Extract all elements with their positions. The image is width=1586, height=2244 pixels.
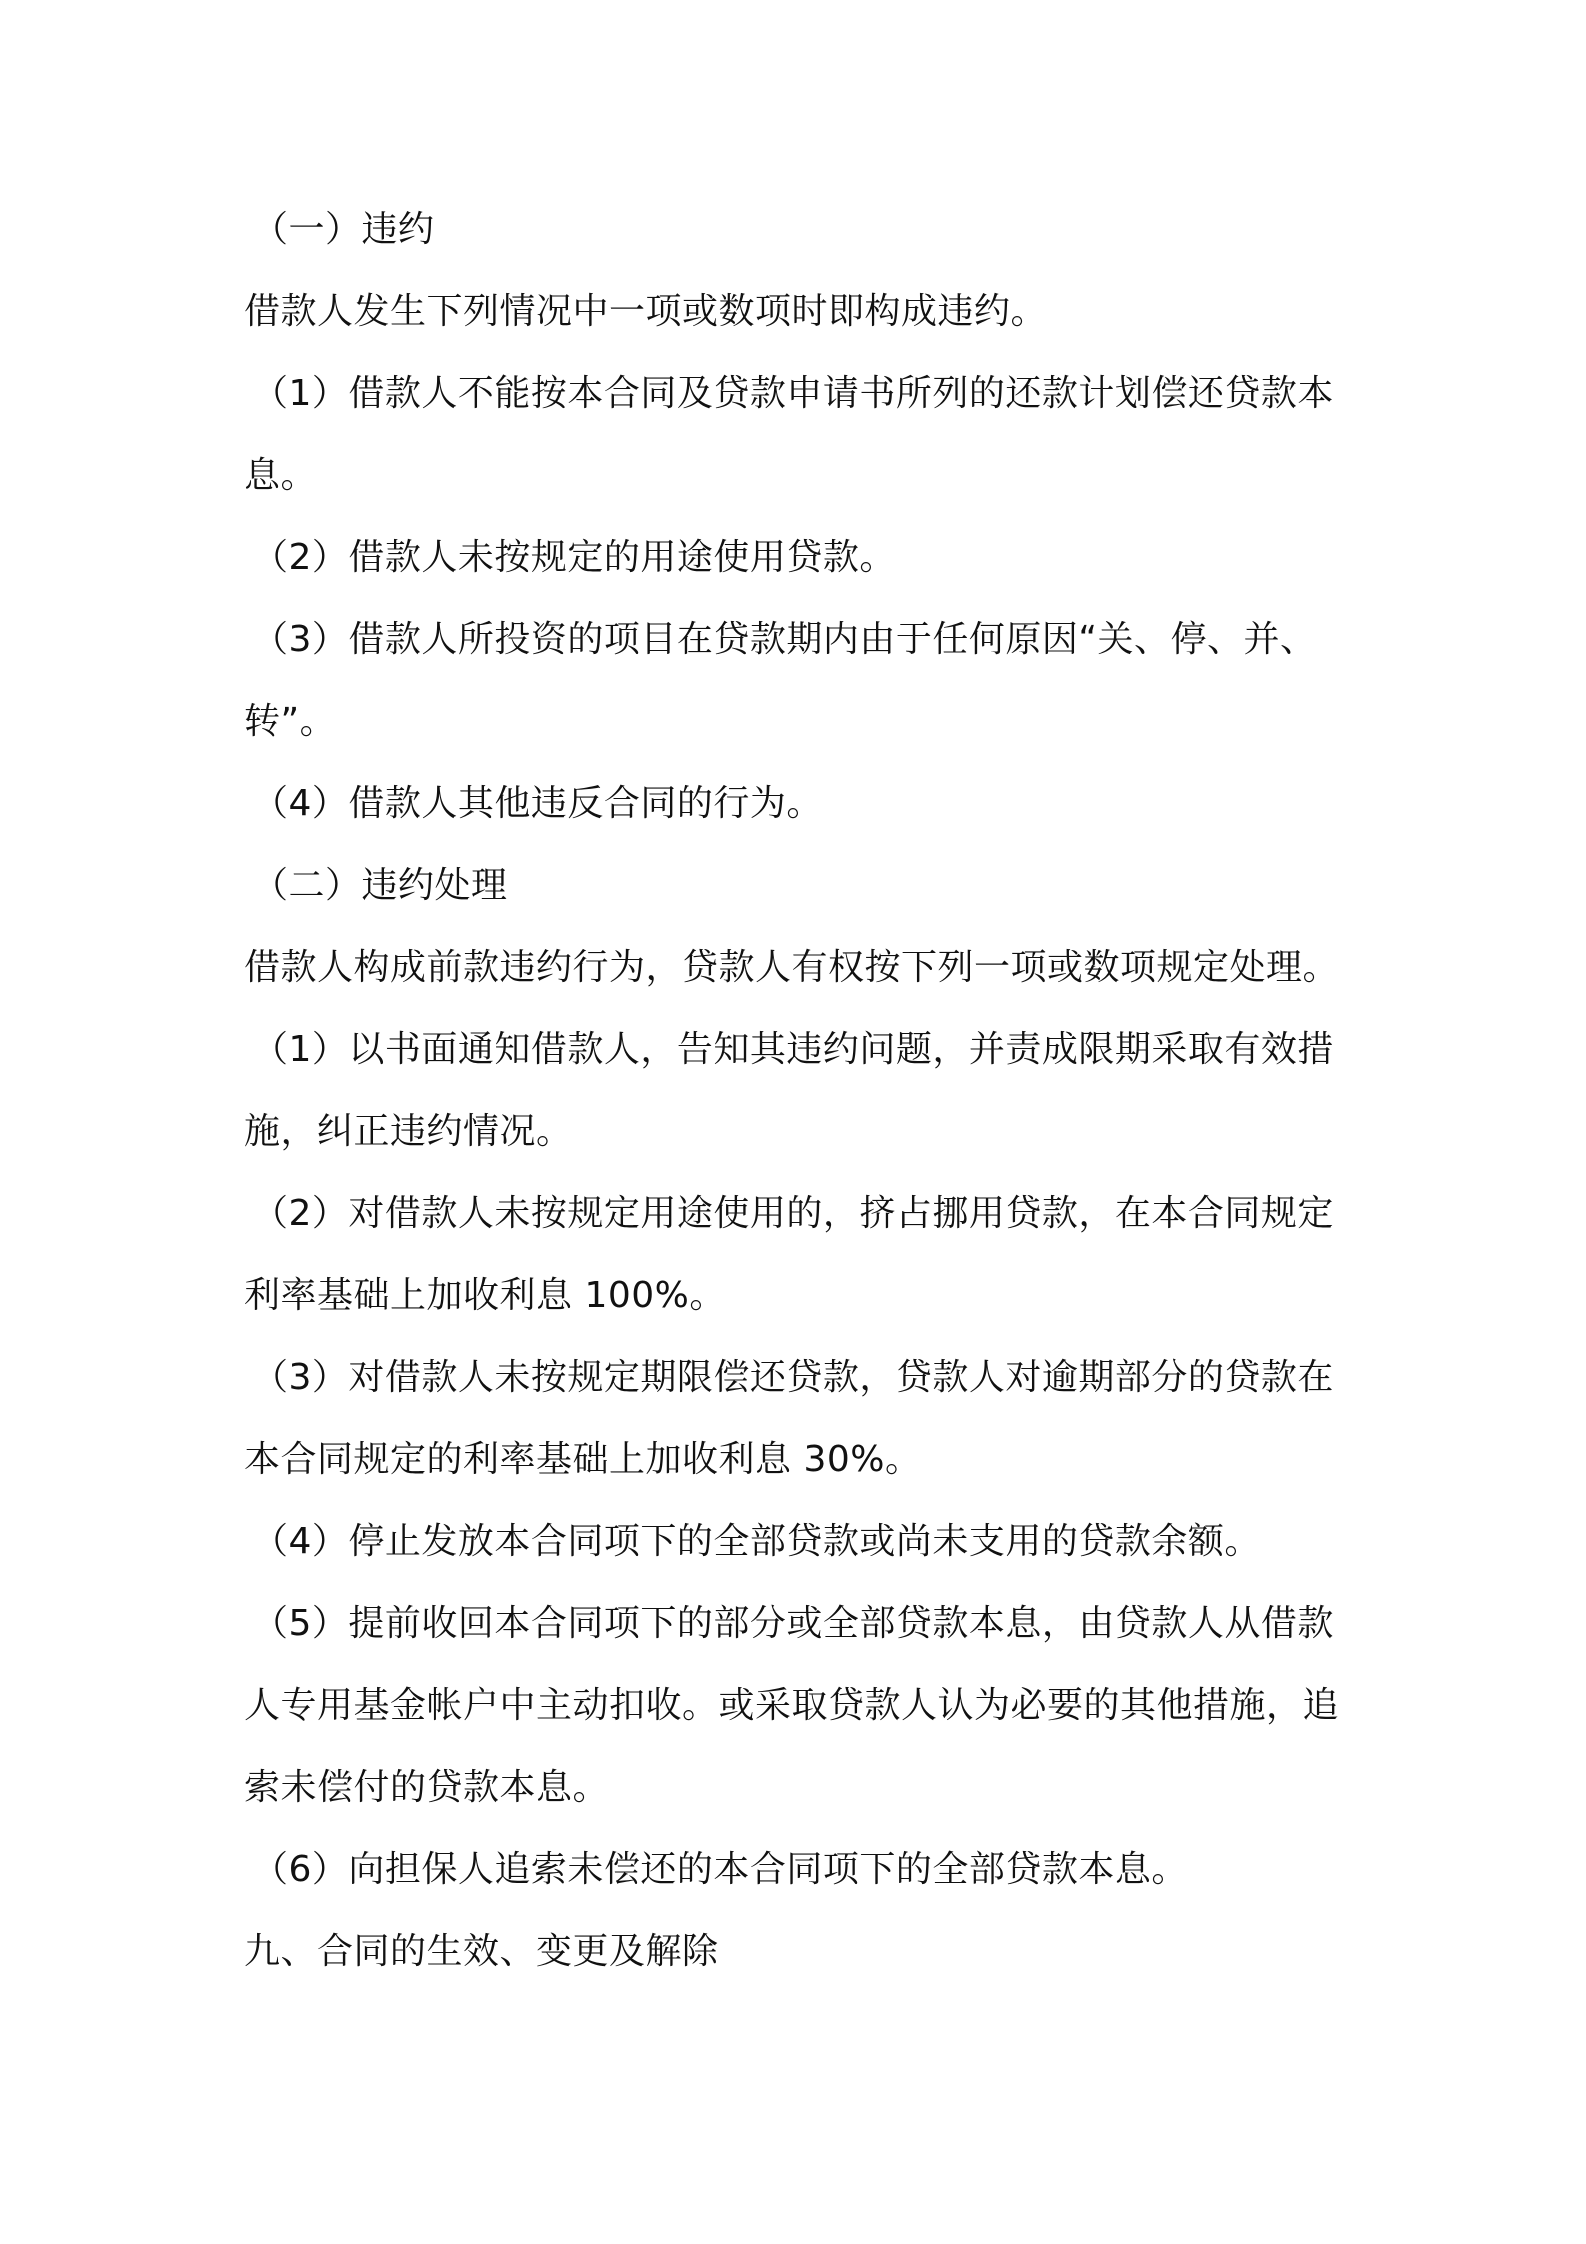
section-heading-breach-handling: （二）违约处理 xyxy=(252,865,508,906)
chapter-heading-contract-effect: 九、合同的生效、变更及解除 xyxy=(244,1931,719,1972)
section-heading-breach: （一）违约 xyxy=(252,209,435,250)
list-item-line: （2）借款人未按规定的用途使用贷款。 xyxy=(252,537,896,578)
paragraph-line: 借款人发生下列情况中一项或数项时即构成违约。 xyxy=(244,291,1048,332)
list-item-line: （1）借款人不能按本合同及贷款申请书所列的还款计划偿还贷款本 xyxy=(252,373,1334,414)
paragraph-line: 借款人构成前款违约行为，贷款人有权按下列一项或数项规定处理。 xyxy=(244,947,1340,988)
list-item-line: （3）借款人所投资的项目在贷款期内由于任何原因“关、停、并、 xyxy=(252,619,1317,660)
paragraph-line: 施，纠正违约情况。 xyxy=(244,1111,573,1152)
list-item-line: （6）向担保人追索未偿还的本合同项下的全部贷款本息。 xyxy=(252,1849,1188,1890)
list-item-line: （4）停止发放本合同项下的全部贷款或尚未支用的贷款余额。 xyxy=(252,1521,1261,1562)
list-item-line: （4）借款人其他违反合同的行为。 xyxy=(252,783,823,824)
paragraph-line: 本合同规定的利率基础上加收利息 30%。 xyxy=(244,1439,922,1480)
list-item-line: （3）对借款人未按规定期限偿还贷款，贷款人对逾期部分的贷款在 xyxy=(252,1357,1334,1398)
paragraph-line: 索未偿付的贷款本息。 xyxy=(244,1767,610,1808)
paragraph-line: 息。 xyxy=(244,455,318,496)
paragraph-line: 利率基础上加收利息 100%。 xyxy=(244,1275,726,1316)
paragraph-line: 人专用基金帐户中主动扣收。或采取贷款人认为必要的其他措施，追 xyxy=(244,1685,1340,1726)
list-item-line: （1）以书面通知借款人，告知其违约问题，并责成限期采取有效措 xyxy=(252,1029,1334,1070)
list-item-line: （2）对借款人未按规定用途使用的，挤占挪用贷款，在本合同规定 xyxy=(252,1193,1334,1234)
list-item-line: （5）提前收回本合同项下的部分或全部贷款本息，由贷款人从借款 xyxy=(252,1603,1334,1644)
paragraph-line: 转”。 xyxy=(244,701,337,742)
